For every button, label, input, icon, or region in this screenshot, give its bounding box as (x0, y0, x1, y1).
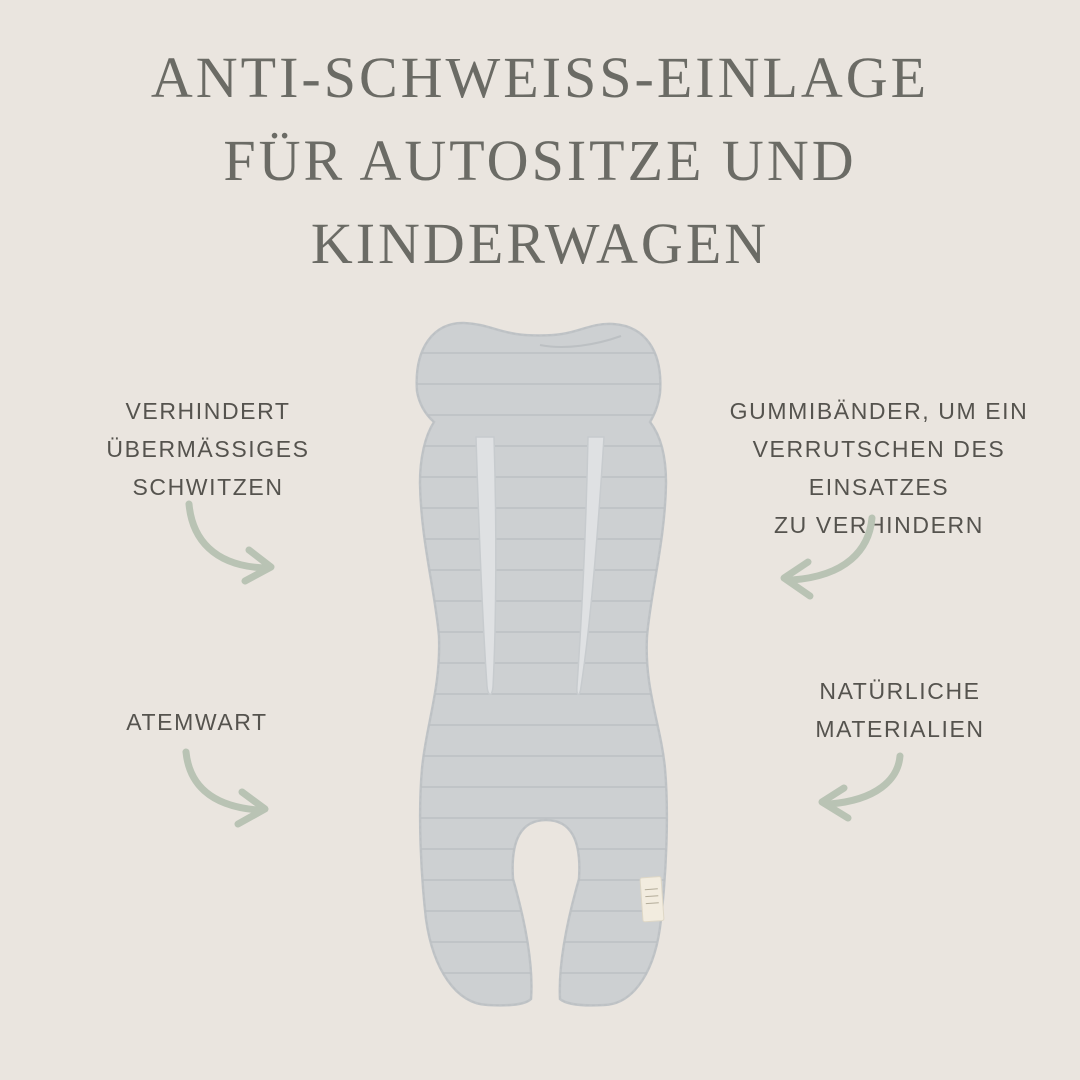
feature-line: ATEMWART (126, 709, 268, 735)
feature-natural-materials (740, 672, 1060, 748)
feature-prevents-sweating (28, 392, 388, 506)
feature-line: ÜBERMÄSSIGES (106, 436, 310, 462)
quilt-stitch-lines (400, 353, 680, 973)
headline (0, 36, 1080, 285)
curved-arrow-down-right-icon (183, 500, 298, 588)
feature-line: ZU VERHINDERN (774, 512, 984, 538)
brand-tag (640, 877, 664, 922)
headline-line-3: KINDERWAGEN (310, 211, 770, 276)
feature-line: SCHWITZEN (132, 474, 284, 500)
product-photo-seat-liner (400, 303, 680, 1013)
headline-line-1: ANTI-SCHWEISS-EINLAGE (150, 45, 930, 110)
feature-line: MATERIALIEN (815, 716, 985, 742)
curved-arrow-down-right-icon (180, 748, 302, 830)
feature-line: GUMMIBÄNDER, UM EIN (729, 398, 1029, 424)
feature-line: NATÜRLICHE (819, 678, 981, 704)
headline-line-2: FÜR AUTOSITZE UND (223, 128, 857, 193)
curved-arrow-down-left-icon (738, 512, 878, 604)
curved-arrow-down-left-icon (778, 752, 906, 822)
quilted-pad (417, 323, 667, 1005)
feature-line: VERRUTSCHEN DES EINSATZES (752, 436, 1006, 500)
feature-breathable (37, 703, 357, 741)
feature-line: VERHINDERT (125, 398, 291, 424)
